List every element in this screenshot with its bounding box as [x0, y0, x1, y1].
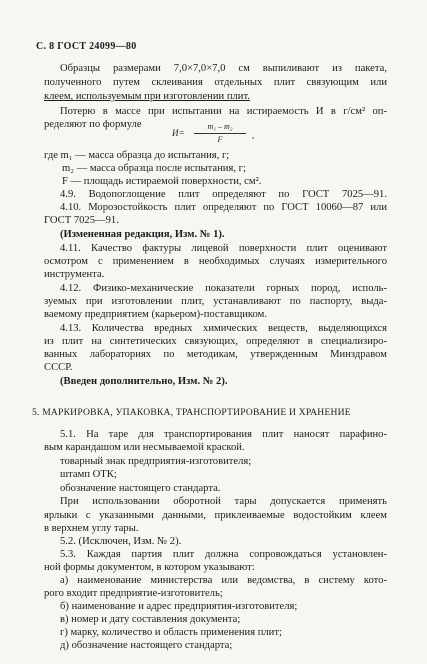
- text-line: ределяют по формуле: [44, 119, 142, 131]
- text-line: обозначение настоящего стандарта.: [60, 482, 221, 494]
- text-line: рого входит предприятие-изготовитель;: [44, 587, 223, 599]
- text-line: При использовании оборотной тары допускается применять: [60, 495, 387, 507]
- formula-numerator: m₁ – m₂: [207, 121, 233, 131]
- formula-fraction: [194, 122, 246, 145]
- text-line: ярлыки с указанными данными, приклеиваемые водостойким клеем: [44, 509, 387, 521]
- formula-denominator: F: [217, 134, 223, 144]
- text-line: д) обозначение настоящего стандарта;: [60, 640, 233, 651]
- text-line: 4.9. Водопоглощение плит определяют по ГОСТ 7025—91.: [60, 188, 387, 200]
- text-line: ваемому предприятием (карьером)-поставщиком.: [44, 308, 267, 320]
- text-line: Потерю в массе при испытании на истираемость И в г/см² оп-: [60, 106, 387, 118]
- text-line: клеем, используемым при изготовлении плит.: [44, 91, 250, 103]
- text-line: б) наименование и адрес предприятия-изготовителя;: [60, 600, 298, 612]
- text-line: 4.11. Качество фактуры лицевой поверхности плит оценивают: [60, 242, 387, 254]
- text-line: 5.3. Каждая партия плит должна сопровождаться установлен-: [60, 548, 387, 560]
- text-line: ГОСТ 7025—91.: [44, 214, 119, 226]
- text-line: 4.13. Количества вредных химических веществ, выделяющихся: [60, 322, 387, 334]
- text-line: а) наименование министерства или ведомства, в систему кото-: [60, 574, 387, 586]
- text-line: 4.12. Физико-механические показатели горных пород, исполь-: [60, 282, 387, 294]
- formula-lhs: И=: [172, 127, 185, 138]
- text-line: 5.1. На таре для транспортирования плит наносят парафино-: [60, 428, 387, 440]
- fraction-bar: [194, 133, 246, 134]
- text-line: где m₁ — масса образца до испытания, г;: [44, 149, 230, 161]
- text-line: из плит на синтетических связующих, определяют в специализиро-: [44, 335, 387, 347]
- text-line: F — площадь истираемой поверхности, см².: [62, 175, 262, 187]
- text-line: (Введен дополнительно, Изм. № 2).: [60, 375, 228, 387]
- section-heading: 5. МАРКИРОВКА, УПАКОВКА, ТРАНСПОРТИРОВАНИЕ И ХРАНЕНИЕ: [32, 406, 351, 418]
- text-line: г) марку, количество и область применения плит;: [60, 627, 282, 638]
- text-line: зуемых при изготовлении плит, устанавливают по паспорту, выда-: [44, 295, 387, 307]
- text-line: штамп ОТК;: [60, 468, 117, 480]
- text-line: в) номер и дату составления документа;: [60, 614, 241, 625]
- text-line: 5.2. (Исключен, Изм. № 2).: [60, 535, 182, 547]
- text-line: товарный знак предприятия-изготовителя;: [60, 455, 252, 467]
- text-line: в верхнем углу тары.: [44, 522, 139, 534]
- text-line: Образцы размерами 7,0×7,0×7,0 см выпиливают из пакета,: [60, 63, 387, 75]
- text-line: ванных лабораториях по методикам, утвержденным Минздравом: [44, 348, 387, 360]
- text-line: СССР.: [44, 361, 73, 373]
- text-line: (Измененная редакция, Изм. № 1).: [60, 228, 225, 240]
- text-line: ной формы документом, в котором указывают:: [44, 561, 255, 573]
- text-line: 4.10. Морозостойкость плит определяют по ГОСТ 10060—87 или: [60, 201, 387, 213]
- formula-tail: ,: [252, 129, 255, 140]
- text-line: вым карандашом или несмываемой краской.: [44, 441, 245, 453]
- page-header: С. 8 ГОСТ 24099—80: [36, 41, 137, 52]
- text-line: инструмента.: [44, 268, 105, 280]
- abrasion-formula: [172, 122, 282, 146]
- text-line: полученного путем склеивания отдельных плит связующим или: [44, 77, 387, 89]
- text-line: осмотром с применением в необходимых случаях измерительного: [44, 255, 387, 267]
- text-line: m₂ — масса образца после испытания, г;: [62, 162, 246, 174]
